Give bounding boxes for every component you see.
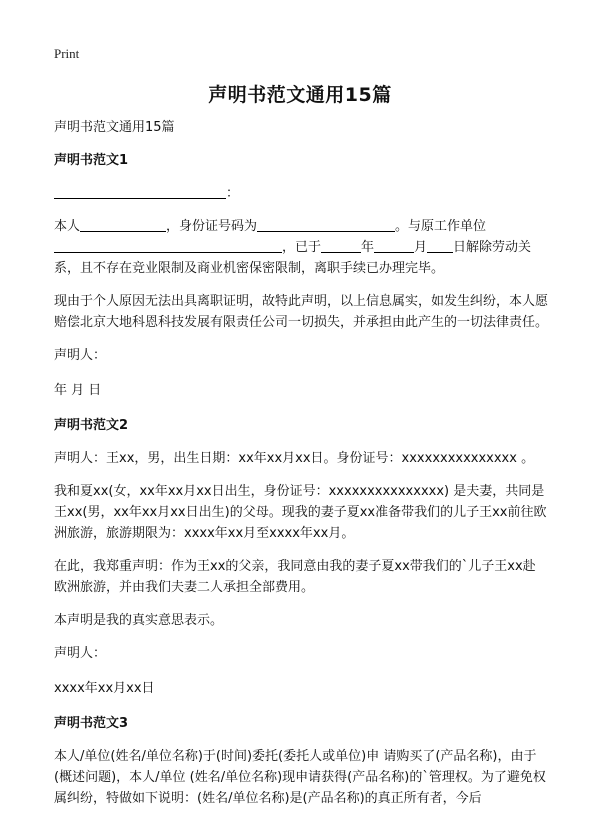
p1-text-3: 。与原工作单位 <box>395 219 487 234</box>
section2-date: xxxx年xx月xx日 <box>54 681 155 696</box>
section3-heading: 声明书范文3 <box>54 716 129 731</box>
section1-paragraph2: 现由于个人原因无法出具离职证明，故特此声明，以上信息属实，如发生纠纷，本人愿赔偿北京大地科恩科技发展有限责任公司一切损失，并承担由此产生的一切法律责任。 <box>54 294 549 330</box>
section2-paragraph4: 本声明是我的真实意思表示。 <box>54 613 224 628</box>
section1-date: 年 月 日 <box>54 383 102 398</box>
p1-text-7: 日解除劳动关系，且不存在竞业限制及商业机密保密限制，离职手续已办理完毕。 <box>54 240 532 276</box>
p1-text-4: ，已于 <box>282 240 322 255</box>
p1-text-6: 月 <box>414 240 428 255</box>
employer-blank <box>54 238 282 253</box>
page-title: 声明书范文通用15篇 <box>208 84 392 106</box>
month-blank <box>374 238 414 253</box>
section2-heading: 声明书范文2 <box>54 418 129 433</box>
p1-text-1: 本人 <box>54 219 81 234</box>
section2-paragraph3: 在此，我郑重声明：作为王xx的父亲，我同意由我的妻子夏xx带我们的`儿子王xx赴欧洲旅游，并由我们夫妻二人承担全部费用。 <box>54 559 536 595</box>
addressee-colon: ： <box>226 186 240 201</box>
name-blank <box>80 217 166 232</box>
section1-signer: 声明人： <box>54 348 107 363</box>
section1-heading: 声明书范文1 <box>54 153 129 168</box>
id-blank <box>257 217 395 232</box>
section2-paragraph1: 声明人：王xx，男，出生日期：xx年xx月xx日。身份证号：xxxxxxxxxxxxxxx 。 <box>54 451 535 466</box>
section3-paragraph1: 本人/单位(姓名/单位名称)于(时间)委托(委托人或单位)申 请购买了(产品名称)，由于(概述问题)，本人/单位 (姓名/单位名称)现申请获得(产品名称)的`管理权。为了避免权属纠纷，特做如下说明：(姓名/单位名称)是(产品名称)的真正所有者，今后 <box>54 749 546 806</box>
print-label: Print <box>54 46 80 61</box>
section2-signer: 声明人： <box>54 646 107 661</box>
section1-paragraph1 <box>54 216 548 279</box>
addressee-blank <box>54 184 226 199</box>
p1-text-2: ，身份证号码为 <box>166 219 258 234</box>
year-blank <box>321 238 361 253</box>
document-body <box>54 117 548 821</box>
section2-paragraph2: 我和夏xx(女，xx年xx月xx日出生，身份证号：xxxxxxxxxxxxxxx) 是夫妻，共同是王xx(男，xx年xx月xx日出生)的父母。现我的妻子夏xx准备带我们的儿子王xx前往欧洲旅游，旅游期限为：xxxx年xx月至xxxx年xx月。 <box>54 484 547 541</box>
p1-text-5: 年 <box>361 240 375 255</box>
day-blank <box>427 238 453 253</box>
section1-addressee <box>54 183 548 204</box>
document-subtitle: 声明书范文通用15篇 <box>54 120 175 135</box>
